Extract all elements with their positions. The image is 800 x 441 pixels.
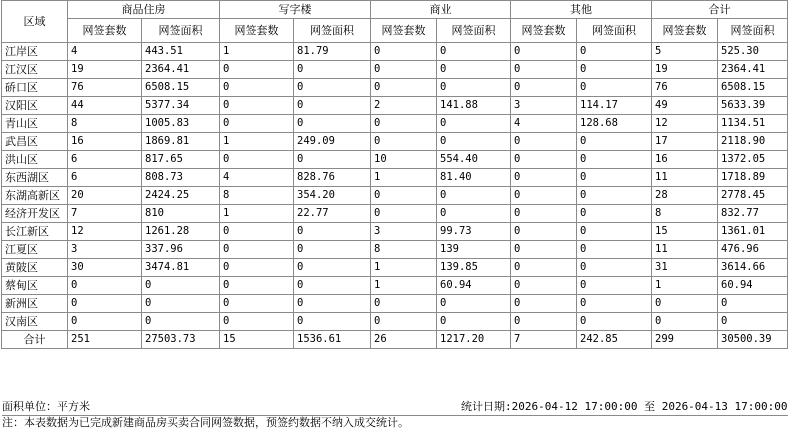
area-cell: 0 [577,187,652,205]
area-cell: 0 [437,79,511,97]
area-cell: 2364.41 [142,61,220,79]
region-cell: 武昌区 [2,133,68,151]
count-cell: 8 [220,187,294,205]
area-cell: 0 [294,61,371,79]
area-cell: 5633.39 [718,97,788,115]
area-cell: 0 [577,223,652,241]
area-cell: 6508.15 [718,79,788,97]
count-cell: 1 [220,205,294,223]
subheader-area: 网签面积 [437,19,511,43]
area-cell: 1261.28 [142,223,220,241]
region-cell: 东湖高新区 [2,187,68,205]
count-cell: 8 [652,205,718,223]
area-cell: 249.09 [294,133,371,151]
area-cell: 1869.81 [142,133,220,151]
count-cell: 16 [652,151,718,169]
count-cell: 0 [511,43,577,61]
count-cell: 15 [652,223,718,241]
area-cell: 0 [718,313,788,331]
count-cell: 0 [371,61,437,79]
count-cell: 1 [371,277,437,295]
area-cell: 0 [577,151,652,169]
count-cell: 0 [220,79,294,97]
area-cell: 810 [142,205,220,223]
count-cell: 0 [511,313,577,331]
area-cell: 828.76 [294,169,371,187]
region-cell: 汉阳区 [2,97,68,115]
area-cell: 0 [294,241,371,259]
area-cell: 99.73 [437,223,511,241]
group-header-residential: 商品住房 [68,1,220,19]
subheader-count: 网签套数 [68,19,142,43]
region-cell: 青山区 [2,115,68,133]
total-area-cell: 27503.73 [142,331,220,349]
group-header-office: 写字楼 [220,1,371,19]
area-cell: 1361.01 [718,223,788,241]
count-cell: 6 [68,169,142,187]
count-cell: 0 [511,241,577,259]
area-cell: 1134.51 [718,115,788,133]
count-cell: 0 [511,61,577,79]
area-cell: 0 [437,43,511,61]
count-cell: 20 [68,187,142,205]
area-cell: 476.96 [718,241,788,259]
subheader-area: 网签面积 [294,19,371,43]
area-cell: 2118.90 [718,133,788,151]
table-row [2,79,788,97]
total-area-cell: 242.85 [577,331,652,349]
area-cell: 81.40 [437,169,511,187]
area-cell: 0 [437,295,511,313]
area-cell: 139.85 [437,259,511,277]
table-row [2,61,788,79]
total-area-cell: 1536.61 [294,331,371,349]
region-cell: 江汉区 [2,61,68,79]
count-cell: 30 [68,259,142,277]
count-cell: 5 [652,43,718,61]
count-cell: 3 [371,223,437,241]
region-cell: 汉南区 [2,313,68,331]
count-cell: 1 [652,277,718,295]
total-row [2,331,788,349]
table-row [2,187,788,205]
area-cell: 2778.45 [718,187,788,205]
count-cell: 1 [220,133,294,151]
area-cell: 0 [577,61,652,79]
area-cell: 0 [294,313,371,331]
count-cell: 0 [68,295,142,313]
area-cell: 808.73 [142,169,220,187]
count-cell: 4 [68,43,142,61]
area-cell: 5377.34 [142,97,220,115]
area-cell: 0 [437,115,511,133]
table-row [2,205,788,223]
area-cell: 443.51 [142,43,220,61]
subheader-area: 网签面积 [718,19,788,43]
region-cell: 经济开发区 [2,205,68,223]
count-cell: 0 [220,259,294,277]
table-row [2,97,788,115]
group-header-commercial: 商业 [371,1,511,19]
total-label-cell: 合计 [2,331,68,349]
subheader-area: 网签面积 [142,19,220,43]
total-area-cell: 30500.39 [718,331,788,349]
total-count-cell: 7 [511,331,577,349]
subheader-count: 网签套数 [220,19,294,43]
count-cell: 12 [652,115,718,133]
count-cell: 0 [371,79,437,97]
area-cell: 0 [142,295,220,313]
region-cell: 江岸区 [2,43,68,61]
count-cell: 0 [220,223,294,241]
count-cell: 0 [220,277,294,295]
table-row [2,241,788,259]
count-cell: 17 [652,133,718,151]
area-cell: 0 [437,313,511,331]
count-cell: 49 [652,97,718,115]
area-cell: 0 [294,151,371,169]
count-cell: 76 [68,79,142,97]
count-cell: 12 [68,223,142,241]
count-cell: 11 [652,241,718,259]
area-cell: 0 [577,259,652,277]
area-cell: 139 [437,241,511,259]
area-cell: 0 [294,115,371,133]
count-cell: 0 [371,205,437,223]
count-cell: 0 [511,151,577,169]
area-cell: 0 [294,295,371,313]
region-cell: 黄陂区 [2,259,68,277]
count-cell: 0 [220,241,294,259]
total-count-cell: 26 [371,331,437,349]
count-cell: 0 [511,295,577,313]
area-cell: 0 [437,133,511,151]
area-cell: 0 [437,61,511,79]
sales-table [1,0,788,349]
count-cell: 1 [220,43,294,61]
area-cell: 0 [577,241,652,259]
count-cell: 4 [511,115,577,133]
count-cell: 0 [371,187,437,205]
table-row [2,223,788,241]
count-cell: 76 [652,79,718,97]
area-cell: 81.79 [294,43,371,61]
region-cell: 洪山区 [2,151,68,169]
count-cell: 2 [371,97,437,115]
table-row [2,259,788,277]
table-row [2,133,788,151]
area-cell: 1718.89 [718,169,788,187]
count-cell: 0 [68,313,142,331]
area-cell: 1372.05 [718,151,788,169]
count-cell: 1 [371,169,437,187]
count-cell: 0 [371,43,437,61]
subheader-count: 网签套数 [511,19,577,43]
area-cell: 0 [577,133,652,151]
header-row-groups [2,1,788,19]
area-cell: 60.94 [437,277,511,295]
region-cell: 硚口区 [2,79,68,97]
count-cell: 19 [652,61,718,79]
count-cell: 3 [511,97,577,115]
subheader-area: 网签面积 [577,19,652,43]
group-header-total: 合计 [652,1,788,19]
area-cell: 554.40 [437,151,511,169]
count-cell: 0 [371,295,437,313]
area-cell: 0 [294,97,371,115]
count-cell: 16 [68,133,142,151]
count-cell: 8 [371,241,437,259]
sales-table-sheet [1,0,798,429]
count-cell: 0 [68,277,142,295]
area-cell: 0 [437,205,511,223]
area-cell: 0 [294,79,371,97]
total-count-cell: 299 [652,331,718,349]
area-cell: 22.77 [294,205,371,223]
area-cell: 0 [142,277,220,295]
area-cell: 354.20 [294,187,371,205]
area-cell: 2424.25 [142,187,220,205]
area-cell: 114.17 [577,97,652,115]
header-row-subcolumns [2,19,788,43]
region-cell: 江夏区 [2,241,68,259]
area-cell: 0 [577,295,652,313]
group-header-other: 其他 [511,1,652,19]
count-cell: 0 [511,133,577,151]
table-row [2,151,788,169]
area-cell: 6508.15 [142,79,220,97]
area-cell: 0 [577,43,652,61]
area-cell: 0 [294,259,371,277]
count-cell: 4 [220,169,294,187]
region-cell: 蔡甸区 [2,277,68,295]
count-cell: 0 [511,187,577,205]
area-cell: 525.30 [718,43,788,61]
area-cell: 60.94 [718,277,788,295]
count-cell: 0 [652,295,718,313]
area-cell: 0 [577,313,652,331]
count-cell: 11 [652,169,718,187]
count-cell: 19 [68,61,142,79]
count-cell: 7 [68,205,142,223]
region-cell: 新洲区 [2,295,68,313]
count-cell: 10 [371,151,437,169]
area-cell: 0 [577,79,652,97]
count-cell: 0 [220,313,294,331]
table-row [2,115,788,133]
region-header: 区域 [2,1,68,43]
count-cell: 1 [371,259,437,277]
count-cell: 0 [511,205,577,223]
count-cell: 44 [68,97,142,115]
area-cell: 141.88 [437,97,511,115]
area-cell: 0 [577,205,652,223]
area-cell: 0 [718,295,788,313]
note: 注：本表数据为已完成新建商品房买卖合同网签数据，预签约数据不纳入成交统计。 [2,415,788,430]
area-cell: 0 [142,313,220,331]
count-cell: 0 [652,313,718,331]
count-cell: 31 [652,259,718,277]
area-cell: 3614.66 [718,259,788,277]
total-area-cell: 1217.20 [437,331,511,349]
total-count-cell: 15 [220,331,294,349]
count-cell: 0 [220,61,294,79]
count-cell: 3 [68,241,142,259]
region-cell: 长江新区 [2,223,68,241]
area-cell: 0 [294,277,371,295]
count-cell: 8 [68,115,142,133]
area-cell: 2364.41 [718,61,788,79]
area-cell: 832.77 [718,205,788,223]
count-cell: 0 [511,259,577,277]
count-cell: 0 [511,169,577,187]
table-row [2,295,788,313]
area-cell: 128.68 [577,115,652,133]
table-row [2,43,788,61]
count-cell: 0 [220,115,294,133]
unit-label: 面积单位：平方米 [2,400,90,413]
area-cell: 3474.81 [142,259,220,277]
count-cell: 6 [68,151,142,169]
area-cell: 1005.83 [142,115,220,133]
area-cell: 817.65 [142,151,220,169]
count-cell: 0 [220,295,294,313]
count-cell: 0 [220,97,294,115]
table-row [2,169,788,187]
total-count-cell: 251 [68,331,142,349]
count-cell: 0 [220,151,294,169]
count-cell: 28 [652,187,718,205]
subheader-count: 网签套数 [652,19,718,43]
count-cell: 0 [371,133,437,151]
area-cell: 0 [437,187,511,205]
table-row [2,313,788,331]
stat-date: 统计日期:2026-04-12 17:00:00 至 2026-04-13 17:00:00 [461,400,788,413]
count-cell: 0 [511,277,577,295]
area-cell: 0 [577,277,652,295]
count-cell: 0 [511,79,577,97]
count-cell: 0 [511,223,577,241]
area-cell: 0 [577,169,652,187]
area-cell: 0 [294,223,371,241]
count-cell: 0 [371,115,437,133]
subheader-count: 网签套数 [371,19,437,43]
area-cell: 337.96 [142,241,220,259]
table-row [2,277,788,295]
region-cell: 东西湖区 [2,169,68,187]
count-cell: 0 [371,313,437,331]
